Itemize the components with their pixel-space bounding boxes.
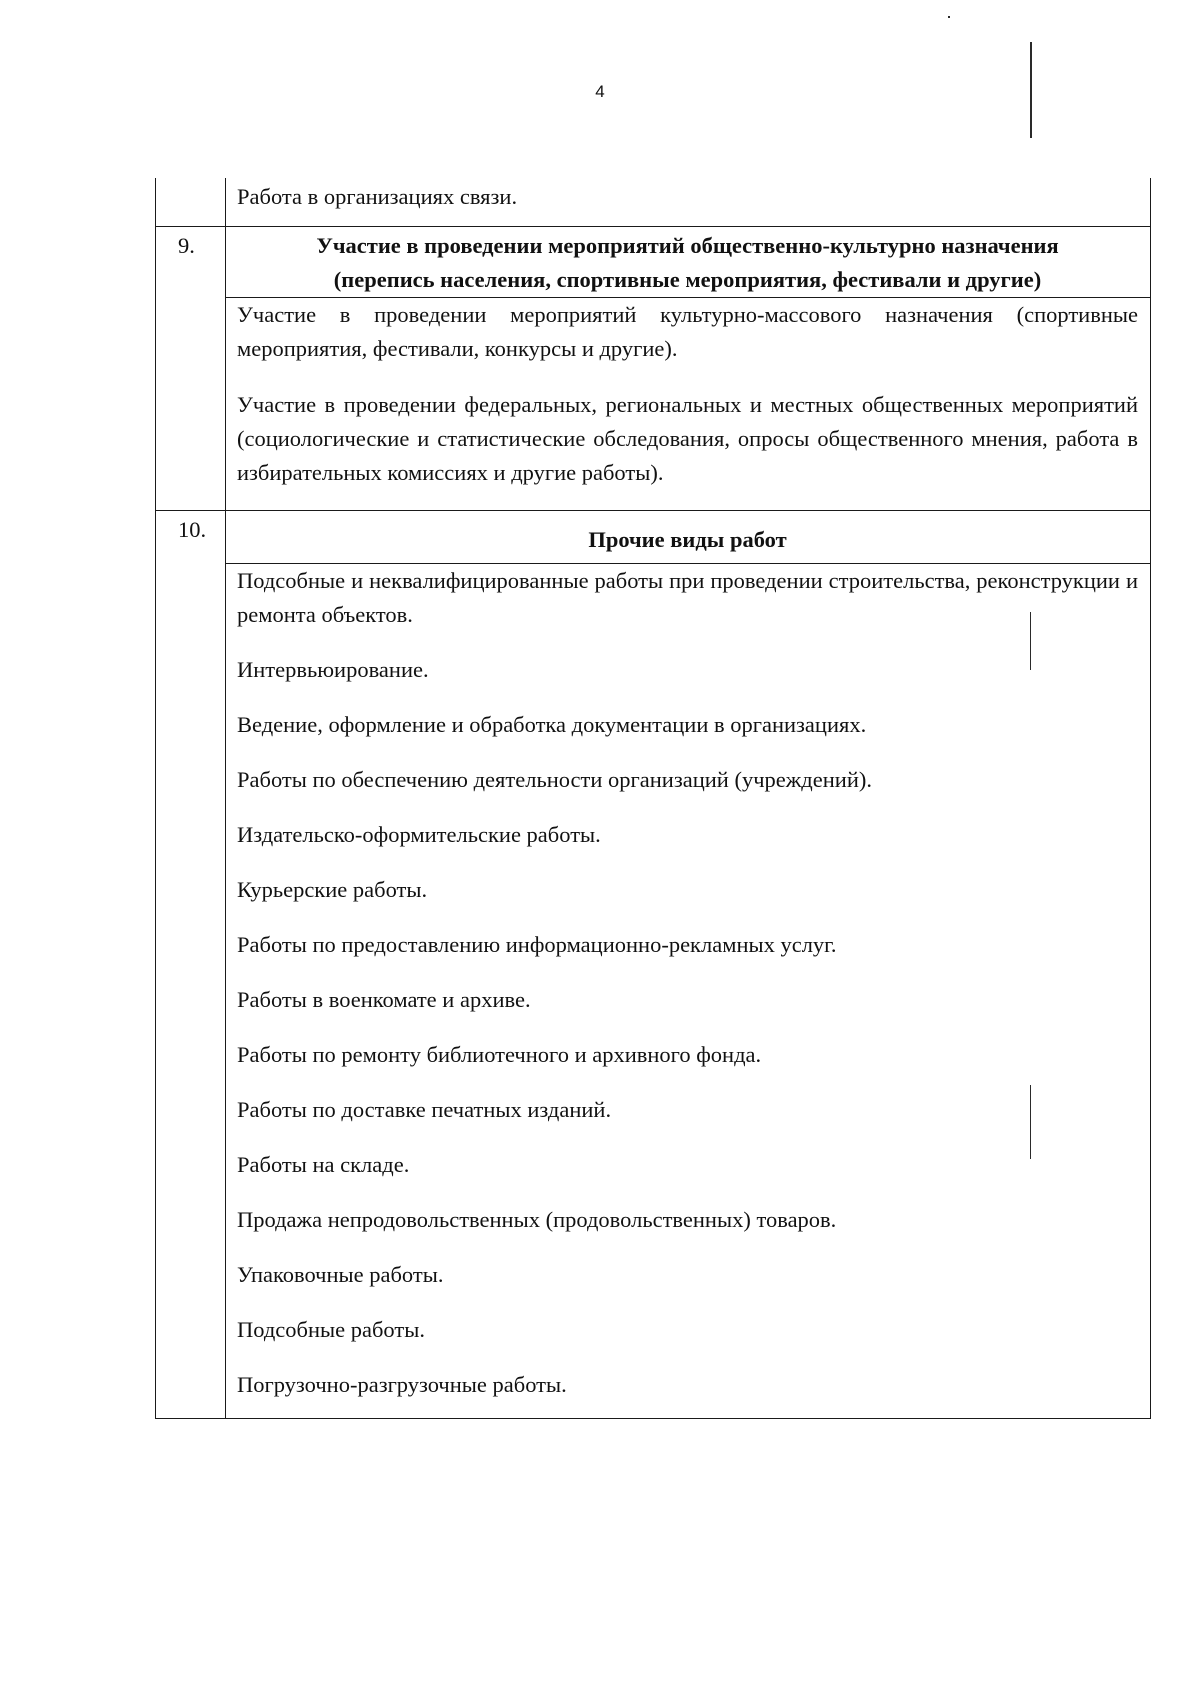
table-row-10 (156, 511, 1151, 1419)
row-number-cell (156, 178, 226, 227)
list-item: Интервьюирование. (237, 657, 429, 682)
list-item: Ведение, оформление и обработка документации в организациях. (237, 712, 867, 737)
list-item: Подсобные работы. (237, 1317, 425, 1342)
scan-dot (948, 16, 950, 18)
list-item: Подсобные и неквалифицированные работы при проведении строительства, реконструкции и ремонта объектов. (237, 568, 1138, 627)
list-item: Работы по обеспечению деятельности организаций (учреждений). (237, 767, 872, 792)
row-content-cell (226, 227, 1151, 511)
table-row-continued (156, 178, 1151, 227)
list-item: Курьерские работы. (237, 877, 428, 902)
list-item: Работы в военкомате и архиве. (237, 987, 531, 1012)
row-content-cell (226, 178, 1151, 227)
list-item: Работы по ремонту библиотечного и архивного фонда. (237, 1042, 762, 1067)
list-item: Упаковочные работы. (237, 1262, 444, 1287)
scan-mark-top (1030, 42, 1032, 138)
list-item: Работы по доставке печатных изданий. (237, 1097, 612, 1122)
list-item: Издательско-оформительские работы. (237, 822, 601, 847)
list-item: Работы на складе. (237, 1152, 410, 1177)
row-number: 10. (156, 511, 226, 1419)
paragraph: Участие в проведении федеральных, региональных и местных общественных мероприятий (социологические и статистические обследования, опросы общественного мнения, работа в избирательных комиссиях и другие работы). (237, 392, 1138, 485)
page-number: 4 (595, 82, 605, 101)
row-content-cell (226, 511, 1151, 1419)
list-item: Погрузочно-разгрузочные работы. (237, 1372, 567, 1397)
row-text: Работа в организациях связи. (237, 184, 518, 209)
works-table (155, 178, 1151, 1419)
section-heading-line-1: Участие в проведении мероприятий общественно-культурно назначения (316, 233, 1059, 258)
paragraph: Участие в проведении мероприятий культурно-массового назначения (спортивные мероприятия, фестивали, конкурсы и другие). (237, 302, 1138, 361)
list-item: Продажа непродовольственных (продовольственных) товаров. (237, 1207, 837, 1232)
row-number: 9. (156, 227, 226, 511)
table-row-9 (156, 227, 1151, 511)
list-item: Работы по предоставлению информационно-рекламных услуг. (237, 932, 837, 957)
section-heading: Прочие виды работ (588, 527, 787, 552)
section-heading-line-2: (перепись населения, спортивные мероприятия, фестивали и другие) (333, 267, 1042, 292)
